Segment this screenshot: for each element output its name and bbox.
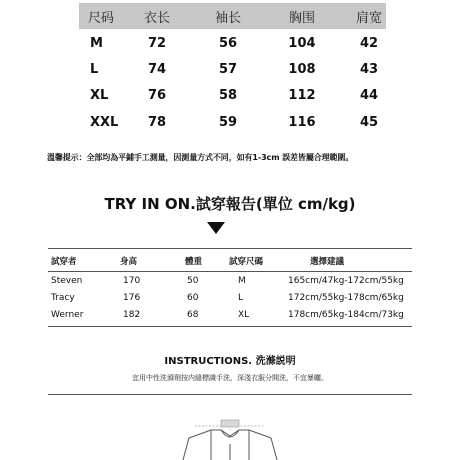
tryon-row-steven <box>0 276 460 290</box>
size-cell: 78 <box>147 115 167 130</box>
table-header-rule <box>48 271 412 272</box>
size-cell: 42 <box>359 36 379 51</box>
size-cell: 104 <box>288 36 316 51</box>
tryon-header-height: 身高 <box>120 257 138 267</box>
tryon-cell: XL <box>238 310 250 320</box>
size-cell: 43 <box>359 62 379 77</box>
size-header-size: 尺码 <box>87 11 115 26</box>
tryon-cell: Tracy <box>51 293 75 303</box>
tryon-cell: 68 <box>187 310 199 320</box>
tryon-cell: Werner <box>51 310 84 320</box>
tryon-cell: M <box>238 276 246 286</box>
size-cell: 116 <box>288 115 316 130</box>
size-cell: 58 <box>218 88 238 103</box>
size-cell: 72 <box>147 36 167 51</box>
care-text: 宜用中性洗滌劑按内縫標識手洗，深淺衣服分開洗，不宜暴曬。 <box>132 374 328 382</box>
size-row-m <box>0 36 460 58</box>
tryon-cell: 50 <box>187 276 199 286</box>
size-cell: XL <box>90 88 109 103</box>
table-bottom-rule <box>48 326 412 327</box>
tryon-header-advice: 選擇建議 <box>310 257 345 267</box>
size-header-length: 衣长 <box>143 11 171 26</box>
size-cell: 74 <box>147 62 167 77</box>
care-title: INSTRUCTIONS. 洗滌説明 <box>164 356 296 367</box>
tryon-cell: Steven <box>51 276 83 286</box>
garment-diagram-icon <box>175 418 285 460</box>
size-cell: 76 <box>147 88 167 103</box>
size-cell: 56 <box>218 36 238 51</box>
tryon-cell: 182 <box>123 310 141 320</box>
size-header-shoulder: 肩宽 <box>355 11 383 26</box>
tryon-cell: L <box>238 293 244 303</box>
tryon-cell: 170 <box>123 276 141 286</box>
tryon-cell: 176 <box>123 293 141 303</box>
tryon-header-tester: 試穿者 <box>51 257 77 267</box>
down-arrow-icon <box>207 222 225 234</box>
size-row-xxl <box>0 115 460 137</box>
tryon-header-size: 試穿尺碼 <box>229 257 264 267</box>
tryon-cell: 60 <box>187 293 199 303</box>
size-table-header <box>79 3 386 29</box>
size-row-xl <box>0 88 460 110</box>
tryon-cell: 165cm/47kg-172cm/55kg <box>288 276 404 286</box>
size-cell: L <box>90 62 99 77</box>
tryon-cell: 172cm/55kg-178cm/65kg <box>288 293 404 303</box>
tryon-title: TRY IN ON.試穿報告(單位 cm/kg) <box>104 195 356 213</box>
tryon-cell: 178cm/65kg-184cm/73kg <box>288 310 404 320</box>
size-cell: 45 <box>359 115 379 130</box>
size-header-sleeve: 袖长 <box>214 11 242 26</box>
size-cell: 108 <box>288 62 316 77</box>
tryon-row-tracy <box>0 293 460 307</box>
tryon-header-row <box>0 255 460 269</box>
size-cell: 44 <box>359 88 379 103</box>
tryon-row-werner <box>0 310 460 324</box>
size-cell: 59 <box>218 115 238 130</box>
size-cell: XXL <box>90 115 119 130</box>
size-cell: 57 <box>218 62 238 77</box>
size-header-chest: 胸围 <box>288 11 316 26</box>
size-cell: 112 <box>288 88 316 103</box>
tryon-header-weight: 體重 <box>185 257 203 267</box>
care-bottom-rule <box>48 394 412 395</box>
measurement-tip: 溫馨提示：全部均為平鋪手工測量，因測量方式不同，如有1-3cm 誤差皆屬合理範圍。 <box>47 153 354 162</box>
size-row-l <box>0 62 460 84</box>
table-top-rule <box>48 248 412 249</box>
size-cell: M <box>90 36 103 51</box>
